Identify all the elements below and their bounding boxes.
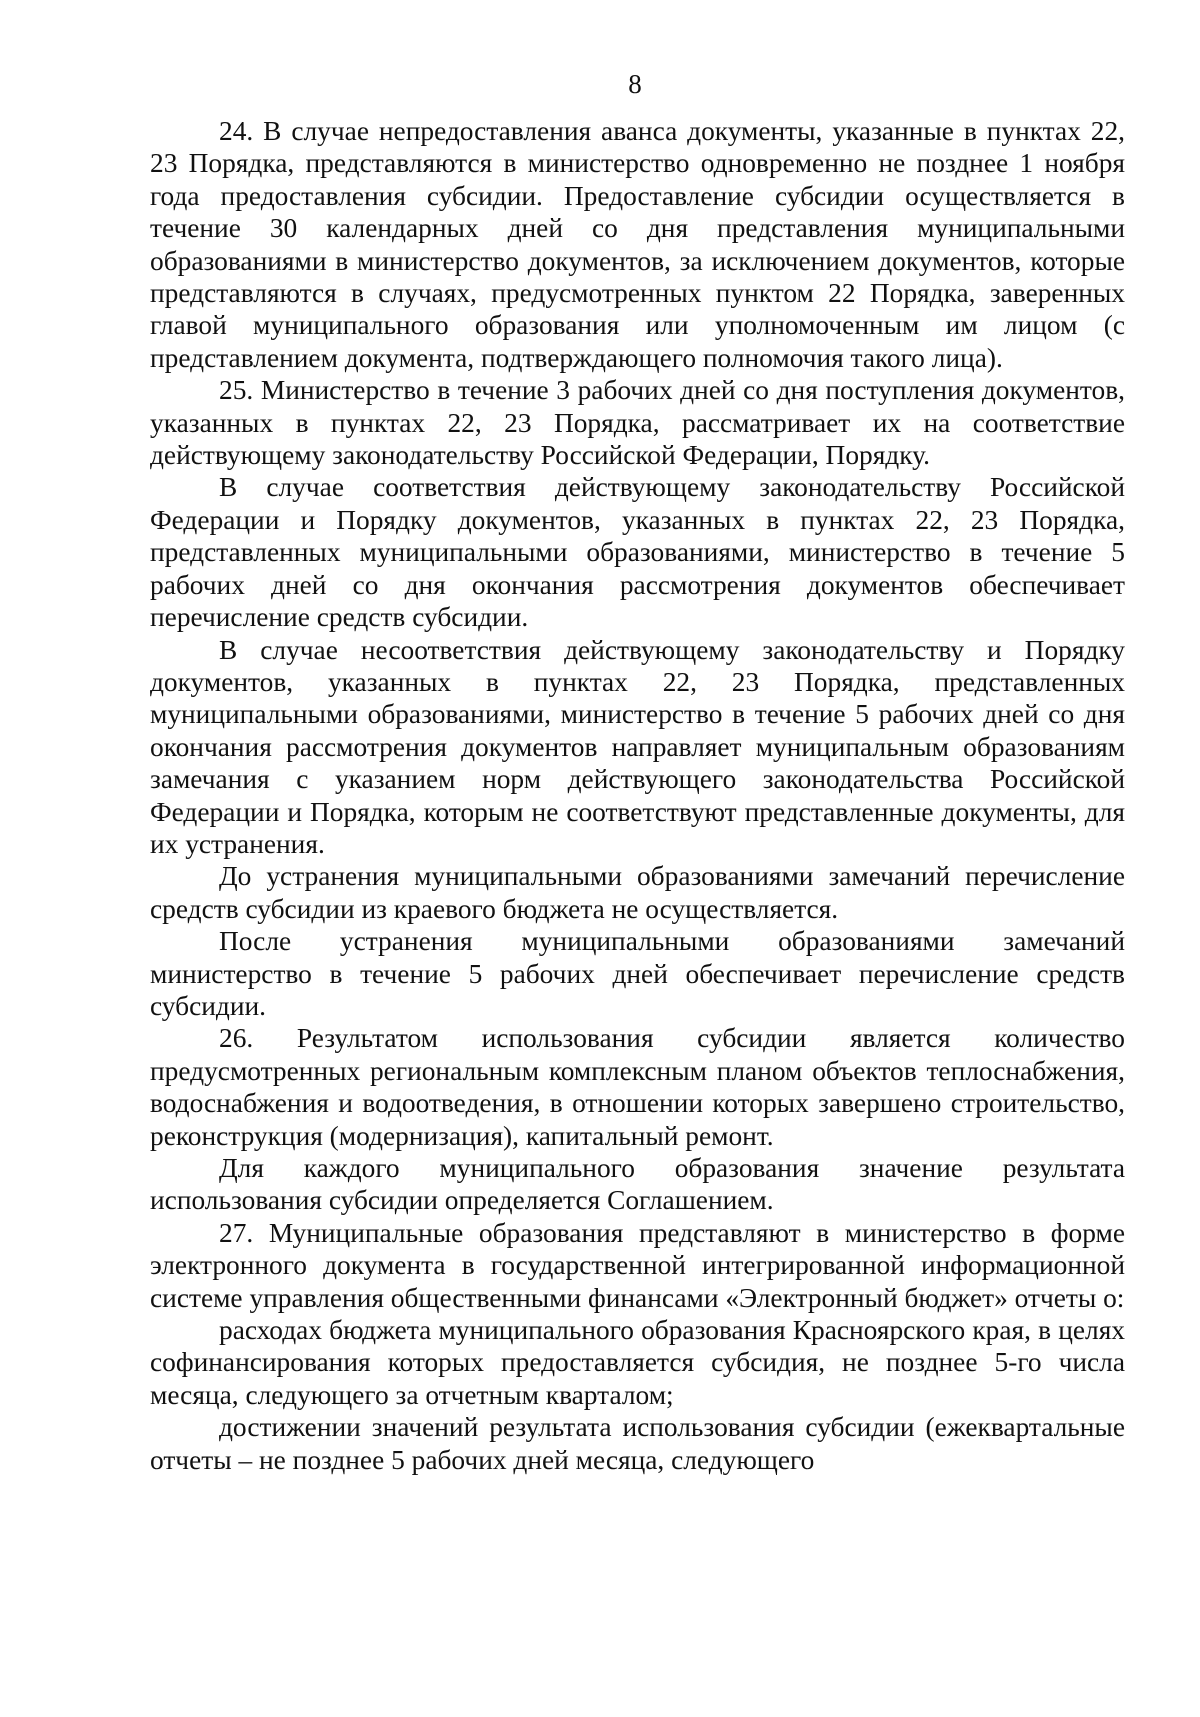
paragraph-25-after-fix: После устранения муниципальными образованиями замечаний министерство в течение 5 рабочих дней обеспечивает перечисление средств субсидии.: [150, 926, 1125, 1021]
paragraph-24: 24. В случае непредоставления аванса документы, указанные в пунктах 22, 23 Порядка, представляются в министерство одновременно не позднее 1 ноября года предоставления субсидии. Предоставление субсидии осуществляется в течение 30 календарных дней со дня представления муниципальными образованиями в министерство документов, за исключением документов, которые представляются в случаях, предусмотренных пунктом 22 Порядка, заверенных главой муниципального образования или уполномоченным им лицом (с представлением документа, подтверждающего полномочия такого лица).: [150, 116, 1125, 373]
page-number: 8: [628, 69, 642, 99]
paragraph-25-compliance: В случае соответствия действующему законодательству Российской Федерации и Порядку документов, указанных в пунктах 22, 23 Порядка, представленных муниципальными образованиями, министерство в течение 5 рабочих дней со дня окончания рассмотрения документов обеспечивает перечисление средств субсидии.: [150, 472, 1125, 633]
paragraph-25: 25. Министерство в течение 3 рабочих дней со дня поступления документов, указанных в пунктах 22, 23 Порядка, рассматривает их на соответствие действующему законодательству Российской Федерации, Порядку.: [150, 375, 1125, 471]
paragraph-27: 27. Муниципальные образования представляют в министерство в форме электронного документа в государственной интегрированной информационной системе управления общественными финансами «Электронный бюджет» отчеты о:: [150, 1217, 1125, 1313]
paragraph-25-before-fix: До устранения муниципальными образованиями замечаний перечисление средств субсидии из краевого бюджета не осуществляется.: [150, 861, 1125, 924]
paragraph-27-achievement: достижении значений результата использования субсидии (ежеквартальные отчеты – не позднее 5 рабочих дней месяца, следующего: [150, 1412, 1125, 1475]
document-body: [150, 115, 1125, 1476]
paragraph-25-noncompliance: В случае несоответствия действующему законодательству и Порядку документов, указанных в пунктах 22, 23 Порядка, представленных муниципальными образованиями, министерство в течение 5 рабочих дней со дня окончания рассмотрения документов направляет муниципальным образованиям замечания с указанием норм действующего законодательства Российской Федерации и Порядка, которым не соответствуют представленные документы, для их устранения.: [150, 634, 1125, 859]
paragraph-26-result-value: Для каждого муниципального образования значение результата использования субсидии определяется Соглашением.: [150, 1153, 1125, 1216]
paragraph-26: 26. Результатом использования субсидии является количество предусмотренных региональным комплексным планом объектов теплоснабжения, водоснабжения и водоотведения, в отношении которых завершено строительство, реконструкция (модернизация), капитальный ремонт.: [150, 1023, 1125, 1151]
paragraph-27-expenses: расходах бюджета муниципального образования Красноярского края, в целях софинансирования которых предоставляется субсидия, не позднее 5-го числа месяца, следующего за отчетным кварталом;: [150, 1315, 1125, 1410]
